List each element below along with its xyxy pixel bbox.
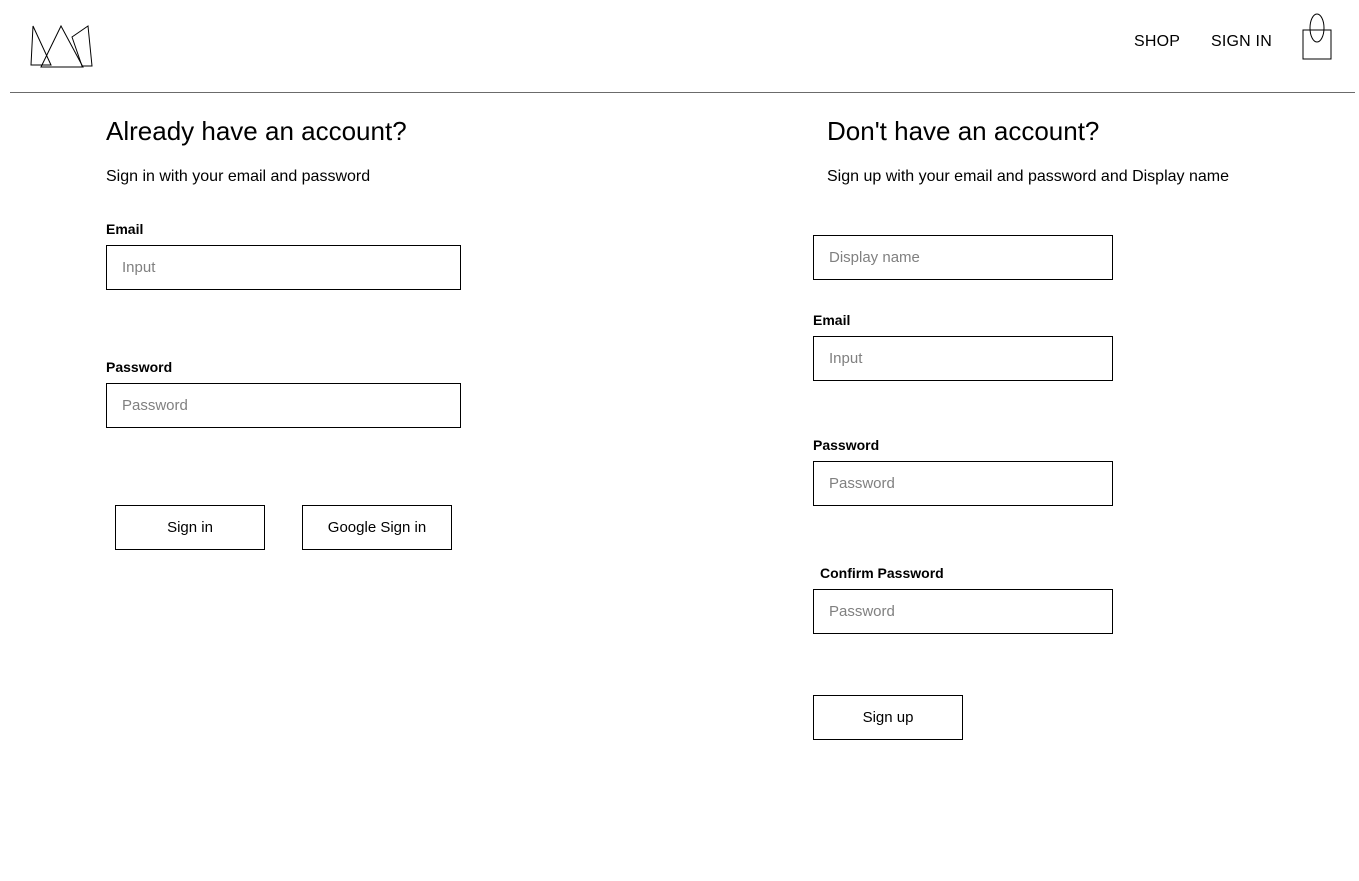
sign-up-email-label: Email — [813, 312, 851, 328]
sign-up-password-label: Password — [813, 437, 880, 453]
sign-in-email-input[interactable] — [106, 245, 461, 290]
shopping-bag-icon[interactable] — [1302, 12, 1332, 60]
google-sign-in-button[interactable]: Google Sign in — [302, 505, 452, 550]
sign-up-subtitle: Sign up with your email and password and Display name — [827, 168, 1229, 185]
sign-in-password-input[interactable] — [106, 383, 461, 428]
sign-in-email-label: Email — [106, 221, 144, 237]
sign-up-title: Don't have an account? — [827, 116, 1100, 146]
sign-up-button[interactable]: Sign up — [813, 695, 963, 740]
nav-sign-in-link[interactable]: SIGN IN — [1211, 33, 1272, 50]
crown-logo-icon[interactable] — [30, 22, 94, 68]
sign-up-password-input[interactable] — [813, 461, 1113, 506]
confirm-password-input[interactable] — [813, 589, 1113, 634]
sign-up-email-input[interactable] — [813, 336, 1113, 381]
sign-in-title: Already have an account? — [106, 116, 407, 146]
sign-in-subtitle: Sign in with your email and password — [106, 168, 371, 185]
sign-in-button[interactable]: Sign in — [115, 505, 265, 550]
display-name-input[interactable] — [813, 235, 1113, 280]
sign-in-password-label: Password — [106, 359, 173, 375]
nav-shop-link[interactable]: SHOP — [1134, 33, 1181, 50]
site-header — [10, 0, 1355, 93]
confirm-password-label: Confirm Password — [820, 565, 944, 581]
